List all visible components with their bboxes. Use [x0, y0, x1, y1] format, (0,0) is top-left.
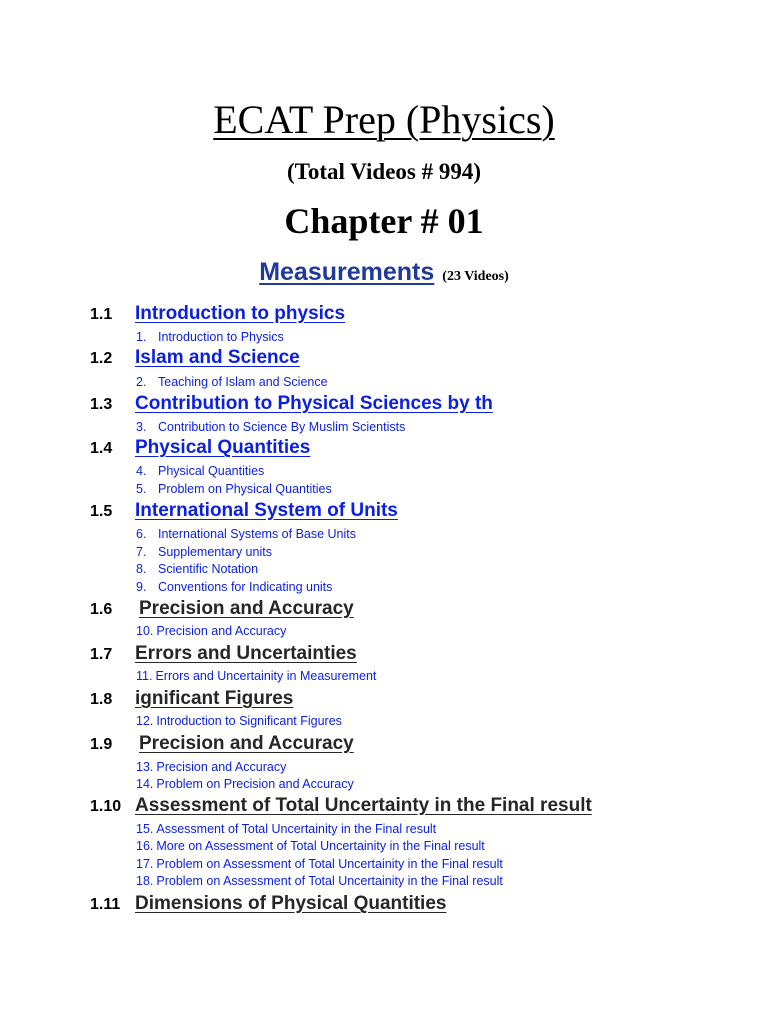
section-number: 1.11	[90, 896, 121, 913]
video-label: Problem on Precision and Accuracy	[156, 777, 354, 791]
video-link[interactable]	[136, 759, 286, 775]
video-number: 18.	[136, 874, 154, 888]
video-label: Problem on Assessment of Total Uncertainity in the Final result	[156, 857, 503, 871]
section-number: 1.9	[90, 736, 113, 753]
section-number: 1.1	[90, 306, 113, 323]
video-label: Teaching of Islam and Science	[158, 375, 328, 389]
section-number: 1.8	[90, 691, 113, 708]
video-link[interactable]	[136, 463, 264, 479]
section-title-link[interactable]: Precision and Accuracy	[139, 733, 354, 754]
section-number: 1.3	[90, 396, 113, 413]
video-label: Physical Quantities	[158, 464, 265, 478]
video-link[interactable]	[136, 419, 405, 435]
video-label: Precision and Accuracy	[156, 624, 287, 638]
video-number: 12.	[136, 714, 154, 728]
section-heading	[90, 730, 354, 758]
video-label: Scientific Notation	[158, 562, 259, 576]
section-title-link[interactable]: Introduction to physics	[135, 303, 346, 324]
total-videos: (Total Videos # 994)	[286, 159, 482, 184]
video-number: 6.	[136, 527, 147, 541]
section-heading	[90, 344, 300, 372]
section-heading	[90, 890, 446, 918]
section-title-link[interactable]: ignificant Figures	[135, 688, 294, 709]
section-title-link[interactable]: International System of Units	[135, 500, 398, 521]
video-number: 15.	[136, 822, 154, 836]
section-heading	[90, 685, 293, 713]
section-number: 1.2	[90, 350, 113, 367]
video-number: 7.	[136, 545, 147, 559]
section-heading	[90, 300, 345, 328]
section-heading	[90, 434, 310, 462]
video-link[interactable]	[136, 668, 376, 684]
video-label: Assessment of Total Uncertainity in the Final result	[156, 822, 437, 836]
video-number: 8.	[136, 562, 147, 576]
video-link[interactable]	[136, 856, 503, 872]
chapter-heading: Chapter # 01	[284, 201, 484, 241]
video-label: More on Assessment of Total Uncertainity in the Final result	[156, 839, 485, 853]
video-link[interactable]	[136, 481, 332, 497]
video-number: 3.	[136, 420, 147, 434]
section-title-link[interactable]: Physical Quantities	[135, 437, 311, 458]
video-link[interactable]	[136, 838, 485, 854]
video-link[interactable]	[136, 623, 286, 639]
video-number: 16.	[136, 839, 154, 853]
video-link[interactable]	[136, 526, 356, 542]
section-title-link[interactable]: Contribution to Physical Sciences by th	[135, 393, 493, 414]
video-number: 10.	[136, 624, 154, 638]
section-heading	[90, 497, 398, 525]
video-link[interactable]	[136, 713, 342, 729]
section-number: 1.5	[90, 503, 113, 520]
document-title: ECAT Prep (Physics)	[213, 97, 555, 142]
section-number: 1.10	[90, 798, 122, 815]
video-link[interactable]	[136, 374, 328, 390]
video-number: 4.	[136, 464, 147, 478]
video-label: Problem on Physical Quantities	[158, 482, 332, 496]
section-heading	[90, 390, 493, 418]
video-label: Conventions for Indicating units	[158, 580, 333, 594]
video-link[interactable]	[136, 561, 258, 577]
video-number: 5.	[136, 482, 147, 496]
section-number: 1.4	[90, 440, 113, 457]
video-label: Introduction to Significant Figures	[156, 714, 342, 728]
video-link[interactable]	[136, 579, 332, 595]
video-label: Problem on Assessment of Total Uncertainity in the Final result	[156, 874, 503, 888]
section-title-link[interactable]: Islam and Science	[135, 347, 300, 368]
section-number: 1.6	[90, 601, 113, 618]
video-link[interactable]	[136, 821, 436, 837]
section-title-link[interactable]: Dimensions of Physical Quantities	[135, 893, 447, 914]
video-label: Contribution to Science By Muslim Scientists	[158, 420, 406, 434]
video-label: Supplementary units	[158, 545, 272, 559]
video-number: 2.	[136, 375, 147, 389]
video-link[interactable]	[136, 873, 503, 889]
section-title-link[interactable]: Assessment of Total Uncertainty in the Final result	[135, 795, 592, 816]
video-link[interactable]	[136, 544, 272, 560]
video-number: 11.	[136, 669, 153, 683]
section-title-link[interactable]: Errors and Uncertainties	[135, 643, 357, 664]
video-number: 17.	[136, 857, 154, 871]
chapter-title-row	[0, 255, 768, 294]
section-heading	[90, 640, 357, 668]
video-label: Precision and Accuracy	[156, 760, 287, 774]
video-number: 1.	[136, 330, 147, 344]
video-label: Errors and Uncertainity in Measurement	[155, 669, 377, 683]
video-number: 13.	[136, 760, 154, 774]
section-heading	[90, 792, 592, 820]
chapter-video-count: (23 Videos)	[442, 269, 509, 284]
video-label: International Systems of Base Units	[158, 527, 357, 541]
section-number: 1.7	[90, 646, 113, 663]
video-label: Introduction to Physics	[158, 330, 284, 344]
video-number: 14.	[136, 777, 154, 791]
chapter-name-link[interactable]: Measurements	[259, 258, 435, 286]
section-title-link[interactable]: Precision and Accuracy	[139, 598, 354, 619]
video-link[interactable]	[136, 329, 284, 345]
section-heading	[90, 595, 354, 623]
video-link[interactable]	[136, 776, 354, 792]
video-number: 9.	[136, 580, 147, 594]
